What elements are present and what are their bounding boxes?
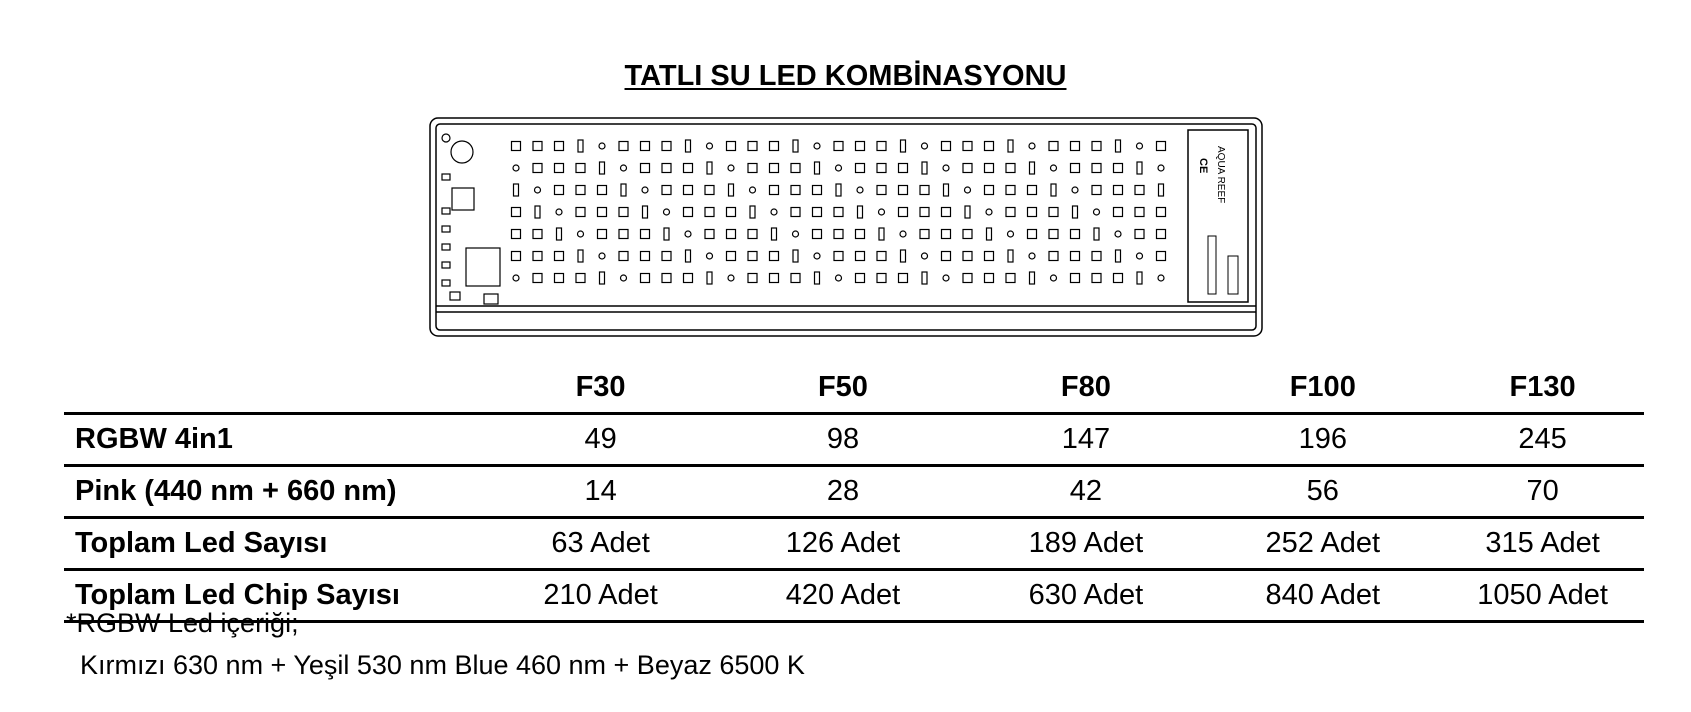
ce-mark: CE <box>1197 158 1209 174</box>
led-chip <box>1049 208 1058 217</box>
led-chip <box>684 208 693 217</box>
led-chip <box>1092 186 1101 195</box>
table-cell: 56 <box>1204 466 1441 518</box>
row-label: Toplam Led Chip Sayısı <box>64 570 483 622</box>
led-chip <box>1051 275 1057 281</box>
led-chip <box>664 209 670 215</box>
led-chip <box>879 228 884 240</box>
led-chip <box>836 184 841 196</box>
led-chip <box>877 274 886 283</box>
led-chip <box>858 206 863 218</box>
led-chip <box>770 142 779 151</box>
led-chip <box>1114 164 1123 173</box>
led-chip <box>836 165 842 171</box>
led-chip <box>1028 230 1037 239</box>
led-chip <box>963 252 972 261</box>
led-chip <box>619 252 628 261</box>
led-chip <box>512 252 521 261</box>
led-chip <box>1006 208 1015 217</box>
led-chip <box>771 209 777 215</box>
led-chip <box>965 187 971 193</box>
led-chip <box>877 186 886 195</box>
led-chip <box>1008 231 1014 237</box>
led-chip <box>963 142 972 151</box>
led-chip <box>1094 209 1100 215</box>
led-chip <box>513 165 519 171</box>
led-chip <box>922 272 927 284</box>
led-chip <box>512 230 521 239</box>
led-chip <box>533 230 542 239</box>
led-chip <box>793 231 799 237</box>
led-chip <box>619 142 628 151</box>
led-chip <box>770 274 779 283</box>
led-chip <box>727 142 736 151</box>
led-chip <box>1092 274 1101 283</box>
led-chip <box>944 184 949 196</box>
led-chip <box>578 250 583 262</box>
led-chip <box>621 275 627 281</box>
led-chip <box>1092 142 1101 151</box>
led-chip <box>707 272 712 284</box>
led-chip <box>1049 252 1058 261</box>
led-chip <box>834 208 843 217</box>
led-chip <box>599 143 605 149</box>
led-chip <box>555 186 564 195</box>
led-chip <box>942 208 951 217</box>
page-title: TATLI SU LED KOMBİNASYONU <box>624 60 1067 92</box>
led-chip <box>662 186 671 195</box>
led-chip <box>963 230 972 239</box>
led-chip <box>791 274 800 283</box>
led-chip <box>662 142 671 151</box>
led-chip <box>1135 230 1144 239</box>
led-chip <box>813 208 822 217</box>
table-cell: 1050 Adet <box>1441 570 1644 622</box>
led-chip <box>684 164 693 173</box>
led-chip <box>1114 274 1123 283</box>
led-chip <box>1116 140 1121 152</box>
table-cell: 28 <box>718 466 967 518</box>
led-chip <box>943 275 949 281</box>
led-chip <box>621 184 626 196</box>
led-chip <box>555 142 564 151</box>
led-chip <box>600 272 605 284</box>
led-chip <box>877 164 886 173</box>
led-chip <box>877 252 886 261</box>
led-chip <box>707 253 713 259</box>
control-circuit <box>442 134 500 304</box>
led-chip <box>598 230 607 239</box>
led-chip <box>814 143 820 149</box>
led-chip <box>879 209 885 215</box>
led-chip <box>899 164 908 173</box>
led-chip <box>684 186 693 195</box>
led-chip <box>686 250 691 262</box>
led-chip <box>748 230 757 239</box>
led-chip <box>1071 252 1080 261</box>
led-chip <box>727 208 736 217</box>
led-chip <box>963 164 972 173</box>
led-chip <box>748 142 757 151</box>
led-chip <box>619 208 628 217</box>
led-chip <box>555 164 564 173</box>
led-chip <box>1008 140 1013 152</box>
led-chip <box>1159 184 1164 196</box>
table-cell: 126 Adet <box>718 518 967 570</box>
led-chip <box>877 142 886 151</box>
led-chip <box>770 186 779 195</box>
led-chip <box>770 252 779 261</box>
led-chip <box>1094 228 1099 240</box>
led-chip <box>899 186 908 195</box>
led-chip <box>922 143 928 149</box>
table-cell: 210 Adet <box>483 570 719 622</box>
led-chip <box>942 252 951 261</box>
led-chip <box>555 274 564 283</box>
led-chip <box>857 187 863 193</box>
led-chip <box>899 208 908 217</box>
table-corner-cell <box>64 362 483 414</box>
led-chip <box>576 186 585 195</box>
led-chip <box>1158 165 1164 171</box>
led-chip <box>772 228 777 240</box>
led-chip <box>856 230 865 239</box>
led-chip <box>920 230 929 239</box>
table-row <box>64 466 1644 518</box>
column-header-f130: F130 <box>1509 370 1576 403</box>
table-row <box>64 414 1644 466</box>
table-cell: 42 <box>967 466 1204 518</box>
led-chip <box>707 143 713 149</box>
led-chip <box>1028 186 1037 195</box>
led-chip <box>1157 142 1166 151</box>
row-label: RGBW 4in1 <box>64 414 483 466</box>
table-cell: 196 <box>1204 414 1441 466</box>
led-chip <box>1029 253 1035 259</box>
led-chip <box>1006 186 1015 195</box>
led-chip <box>899 274 908 283</box>
led-chip <box>599 253 605 259</box>
led-chip <box>834 230 843 239</box>
led-chip <box>748 274 757 283</box>
led-chip <box>791 186 800 195</box>
led-chip <box>1158 275 1164 281</box>
led-chip <box>1049 142 1058 151</box>
led-chip <box>750 206 755 218</box>
led-chip <box>793 250 798 262</box>
led-chip <box>533 164 542 173</box>
led-chip <box>985 164 994 173</box>
led-chip <box>641 164 650 173</box>
led-chip <box>1071 142 1080 151</box>
led-chip <box>1135 208 1144 217</box>
led-chip <box>556 209 562 215</box>
led-chip <box>512 142 521 151</box>
led-chip <box>727 230 736 239</box>
led-chip <box>1137 272 1142 284</box>
led-chip <box>1114 186 1123 195</box>
led-chip <box>748 164 757 173</box>
led-chip <box>814 253 820 259</box>
led-grid <box>512 140 1166 284</box>
label-plate <box>1197 146 1238 294</box>
led-chip <box>900 231 906 237</box>
led-chip <box>621 165 627 171</box>
led-chip <box>513 275 519 281</box>
led-chip <box>985 186 994 195</box>
led-chip <box>813 230 822 239</box>
table-cell: 630 Adet <box>967 570 1204 622</box>
led-chip <box>576 274 585 283</box>
table-cell: 14 <box>483 466 719 518</box>
led-board-drawing <box>428 116 1264 338</box>
led-chip <box>578 140 583 152</box>
table-cell: 252 Adet <box>1204 518 1441 570</box>
led-chip <box>642 187 648 193</box>
led-chip <box>1030 162 1035 174</box>
led-chip <box>664 228 669 240</box>
table-row <box>64 570 1644 622</box>
led-chip <box>598 208 607 217</box>
led-chip <box>942 230 951 239</box>
led-chip <box>813 186 822 195</box>
led-spec-table <box>64 362 1644 623</box>
footnote-detail: Kırmızı 630 nm + Yeşil 530 nm Blue 460 nm + Beyaz 6500 K <box>80 650 805 680</box>
led-chip <box>662 164 671 173</box>
led-chip <box>943 165 949 171</box>
table-cell: 49 <box>483 414 719 466</box>
led-chip <box>1137 253 1143 259</box>
led-chip <box>641 142 650 151</box>
led-chip <box>619 230 628 239</box>
led-chip <box>1028 208 1037 217</box>
led-chip <box>641 230 650 239</box>
column-header-f50: F50 <box>817 370 868 403</box>
led-chip <box>987 228 992 240</box>
led-chip <box>856 164 865 173</box>
led-chip <box>986 209 992 215</box>
footnote-heading: *RGBW Led içeriği; <box>66 608 299 638</box>
led-chip <box>1071 274 1080 283</box>
led-chip <box>942 142 951 151</box>
led-chip <box>641 252 650 261</box>
table-cell: 70 <box>1441 466 1644 518</box>
table-cell: 147 <box>967 414 1204 466</box>
table-cell: 840 Adet <box>1204 570 1441 622</box>
led-chip <box>533 274 542 283</box>
table-cell: 420 Adet <box>718 570 967 622</box>
led-chip <box>1030 272 1035 284</box>
led-chip <box>901 140 906 152</box>
led-chip <box>856 274 865 283</box>
led-chip <box>533 142 542 151</box>
led-chip <box>963 274 972 283</box>
led-chip <box>1114 208 1123 217</box>
led-chip <box>643 206 648 218</box>
led-chip <box>1071 164 1080 173</box>
led-chip <box>856 142 865 151</box>
led-chip <box>728 165 734 171</box>
led-chip <box>1029 143 1035 149</box>
led-chip <box>750 187 756 193</box>
brand-logo-text: AQUA REEF <box>1215 146 1226 204</box>
led-chip <box>1073 206 1078 218</box>
led-chip <box>1135 186 1144 195</box>
led-chip <box>815 162 820 174</box>
led-chip <box>600 162 605 174</box>
led-chip <box>922 162 927 174</box>
led-chip <box>685 231 691 237</box>
led-chip <box>662 252 671 261</box>
led-chip <box>662 274 671 283</box>
led-chip <box>728 275 734 281</box>
column-header-f30: F30 <box>575 370 626 403</box>
table-cell: 63 Adet <box>483 518 719 570</box>
led-chip <box>705 208 714 217</box>
led-chip <box>514 184 519 196</box>
led-chip <box>576 208 585 217</box>
led-chip <box>836 275 842 281</box>
led-chip <box>684 274 693 283</box>
led-chip <box>1137 162 1142 174</box>
table-row <box>64 518 1644 570</box>
led-chip <box>901 250 906 262</box>
column-header-f80: F80 <box>1060 370 1111 403</box>
led-chip <box>985 252 994 261</box>
led-chip <box>1157 252 1166 261</box>
led-chip <box>729 184 734 196</box>
led-chip <box>598 186 607 195</box>
led-chip <box>1116 250 1121 262</box>
led-chip <box>748 252 757 261</box>
led-chip <box>965 206 970 218</box>
led-chip <box>834 142 843 151</box>
led-chip <box>512 208 521 217</box>
table-cell: 98 <box>718 414 967 466</box>
column-header-f100: F100 <box>1289 370 1356 403</box>
led-chip <box>1137 143 1143 149</box>
led-chip <box>727 252 736 261</box>
led-chip <box>705 230 714 239</box>
led-chip <box>1051 184 1056 196</box>
led-chip <box>1051 165 1057 171</box>
led-chip <box>555 252 564 261</box>
table-cell: 189 Adet <box>967 518 1204 570</box>
led-chip <box>1157 208 1166 217</box>
led-chip <box>1049 230 1058 239</box>
led-chip <box>1071 230 1080 239</box>
table-cell: 245 <box>1441 414 1644 466</box>
led-chip <box>1072 187 1078 193</box>
led-chip <box>1157 230 1166 239</box>
led-chip <box>985 142 994 151</box>
led-chip <box>815 272 820 284</box>
led-chip <box>920 208 929 217</box>
led-chip <box>793 140 798 152</box>
led-chip <box>1008 250 1013 262</box>
led-chip <box>705 186 714 195</box>
led-chip <box>1006 164 1015 173</box>
led-chip <box>576 164 585 173</box>
led-chip <box>791 208 800 217</box>
led-chip <box>641 274 650 283</box>
led-chip <box>770 164 779 173</box>
table-header-row <box>64 362 1644 414</box>
led-chip <box>535 187 541 193</box>
led-chip <box>1115 231 1121 237</box>
led-chip <box>834 252 843 261</box>
led-chip <box>1092 252 1101 261</box>
led-chip <box>985 274 994 283</box>
led-chip <box>533 252 542 261</box>
led-chip <box>1092 164 1101 173</box>
led-chip <box>557 228 562 240</box>
led-chip <box>686 140 691 152</box>
table-cell: 315 Adet <box>1441 518 1644 570</box>
row-label: Toplam Led Sayısı <box>64 518 483 570</box>
led-chip <box>791 164 800 173</box>
led-chip <box>1006 274 1015 283</box>
led-chip <box>856 252 865 261</box>
led-chip <box>922 253 928 259</box>
row-label: Pink (440 nm + 660 nm) <box>64 466 483 518</box>
led-chip <box>920 186 929 195</box>
led-chip <box>535 206 540 218</box>
led-chip <box>707 162 712 174</box>
led-chip <box>578 231 584 237</box>
